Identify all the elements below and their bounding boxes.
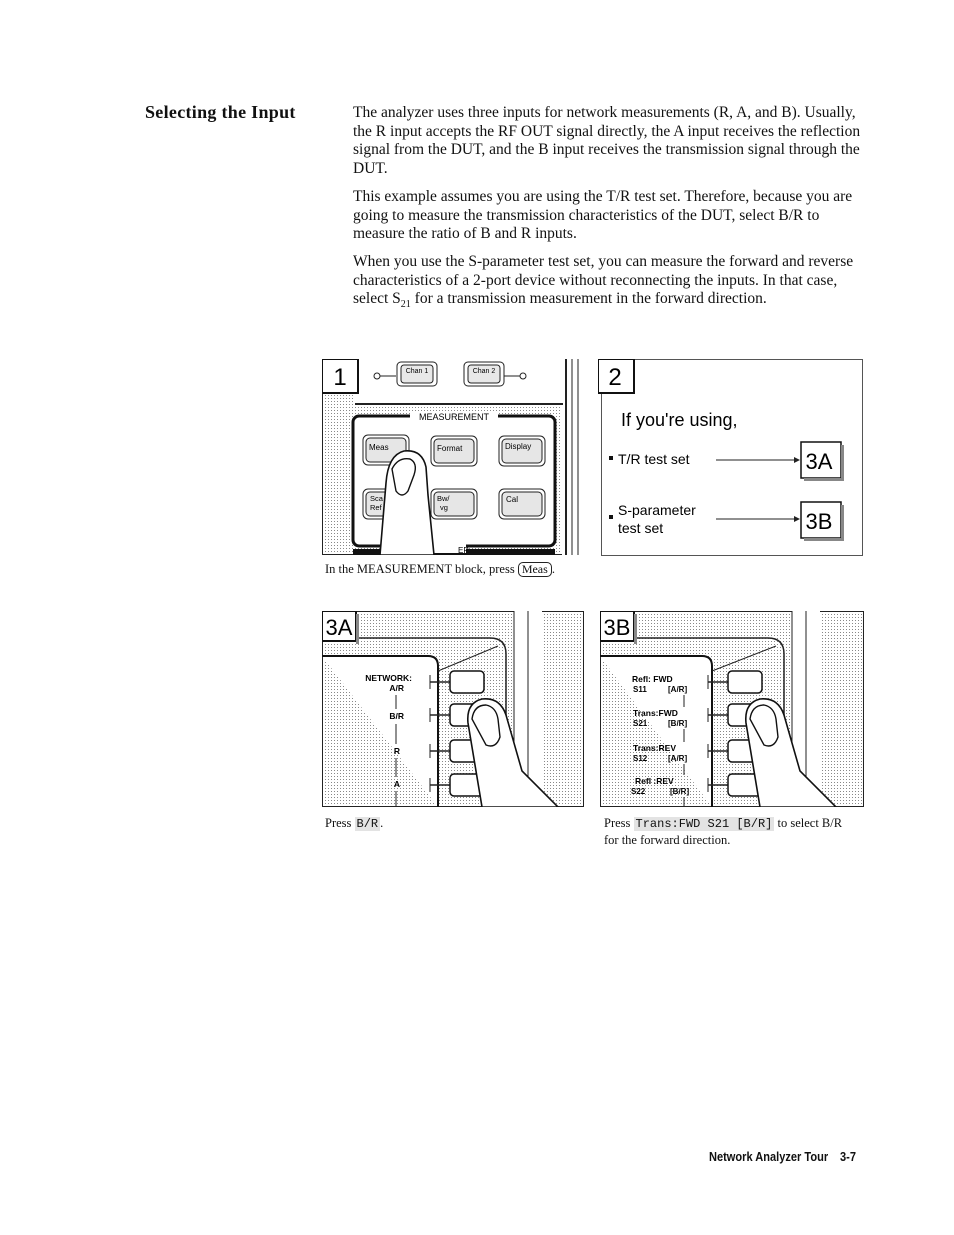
paragraph-inputs: The analyzer uses three inputs for network measurements (R, A, and B). Usually, the R input accepts the RF OUT signal directly, the A input receives the reflection signal from the DUT, and the B input receives the transmission signal through the DUT.	[353, 104, 861, 177]
option-s-parameter-line2: test set	[618, 520, 664, 536]
figure-3b-caption-line2: for the forward direction.	[604, 833, 731, 847]
footer-title: Network Analyzer Tour	[709, 1149, 829, 1164]
option-s-parameter-line1: S-parameter	[618, 502, 696, 518]
figure-1-caption-text: In the MEASUREMENT block, press	[325, 562, 518, 576]
format-key[interactable]	[431, 436, 477, 466]
b-r-softkey-ref[interactable]: B/R	[356, 817, 379, 831]
step-3a-number: 3A	[325, 615, 353, 640]
option-tr-test-set: T/R test set	[618, 451, 690, 467]
para3-subscript: 21	[400, 299, 411, 311]
label-s11-ratio: [A/R]	[668, 685, 688, 694]
figure-1-caption	[325, 561, 555, 577]
sweep-block-title: EP	[458, 546, 469, 555]
target-3a-box: 3A	[805, 449, 833, 474]
display-key[interactable]	[499, 436, 545, 466]
figure-3b-caption-text: Press	[604, 816, 634, 830]
para3-text-b: for a transmission measurement in the forward direction.	[410, 290, 767, 307]
figure-1-caption-period: .	[551, 562, 555, 576]
label-s21: S21	[633, 719, 648, 728]
step-1-number: 1	[333, 364, 347, 391]
cal-key-label: Cal	[506, 495, 519, 504]
figure-3b-caption	[604, 815, 874, 848]
label-s22: S22	[631, 787, 646, 796]
label-a: A	[393, 779, 400, 789]
avg-key[interactable]	[431, 489, 477, 519]
chan2-label: Chan 2	[472, 368, 496, 375]
page-number: 3-7	[840, 1149, 856, 1164]
label-trans-rev: Trans:REV	[633, 743, 676, 753]
label-s21-ratio: [B/R]	[668, 719, 688, 728]
para3-text-a: When you use the S-parameter test set, you can measure the forward and reverse characteristics of a 2-port device without reconnecting the inputs. In that case, select S	[353, 253, 854, 307]
avg-key-label: vg	[440, 503, 448, 512]
label-a-r: A/R	[389, 683, 404, 693]
format-key-label: Format	[437, 444, 463, 453]
page-footer	[709, 1149, 856, 1164]
figure-3a-caption-period: .	[380, 816, 384, 830]
figure-2-drawing	[598, 359, 864, 557]
measurement-block-title: MEASUREMENT	[418, 412, 490, 422]
label-s12: S12	[633, 754, 648, 763]
cal-key[interactable]	[499, 489, 545, 519]
figure-3a-caption	[325, 815, 383, 832]
step-2-number: 2	[608, 364, 622, 391]
figure-3a-caption-text: Press	[325, 816, 355, 830]
figure-3b-s-parameter-softkeys	[600, 611, 864, 807]
figure-3a-tr-softkeys	[322, 611, 584, 807]
figure-3b-caption-rest: to select B/R	[774, 816, 843, 830]
target-3b-box: 3B	[805, 509, 833, 534]
paragraph-tr-test-set: This example assumes you are using the T/R test set. Therefore, because you are going to measure the transmission characteristics of the DUT, select B/R to measure the ratio of B and R inputs.	[353, 188, 853, 242]
figure-3a-drawing	[322, 611, 584, 807]
figure-1-measurement-block	[322, 359, 584, 555]
label-b-r: B/R	[389, 711, 404, 721]
trans-fwd-softkey-ref[interactable]: Trans:FWD S21 [B/R]	[635, 817, 773, 831]
label-s12-ratio: [A/R]	[668, 754, 688, 763]
step-3b-number: 3B	[603, 615, 631, 640]
label-r: R	[393, 746, 400, 756]
display-key-label: Display	[505, 442, 532, 451]
ref-key-label: Ref	[370, 503, 382, 512]
scale-key-label: Sca	[370, 494, 383, 503]
bw-key-label: Bw/	[437, 494, 450, 503]
figure-1-drawing	[322, 359, 584, 555]
section-heading: Selecting the Input	[145, 102, 296, 122]
figure-2-title: If you're using,	[621, 410, 738, 430]
chan1-label: Chan 1	[405, 368, 429, 375]
label-trans-fwd: Trans:FWD	[633, 708, 678, 718]
meas-hardkey[interactable]: Meas	[518, 562, 552, 577]
label-refl-rev: Refl :REV	[635, 776, 674, 786]
figure-3b-drawing	[600, 611, 864, 807]
label-network: NETWORK:	[365, 673, 412, 683]
label-s22-ratio: [B/R]	[670, 787, 690, 796]
label-refl-fwd: Refl: FWD	[632, 674, 673, 684]
figure-2-test-set-choice	[598, 359, 864, 557]
label-s11: S11	[633, 685, 647, 694]
paragraph-s-parameter	[353, 253, 873, 315]
meas-key-label: Meas	[369, 443, 389, 452]
